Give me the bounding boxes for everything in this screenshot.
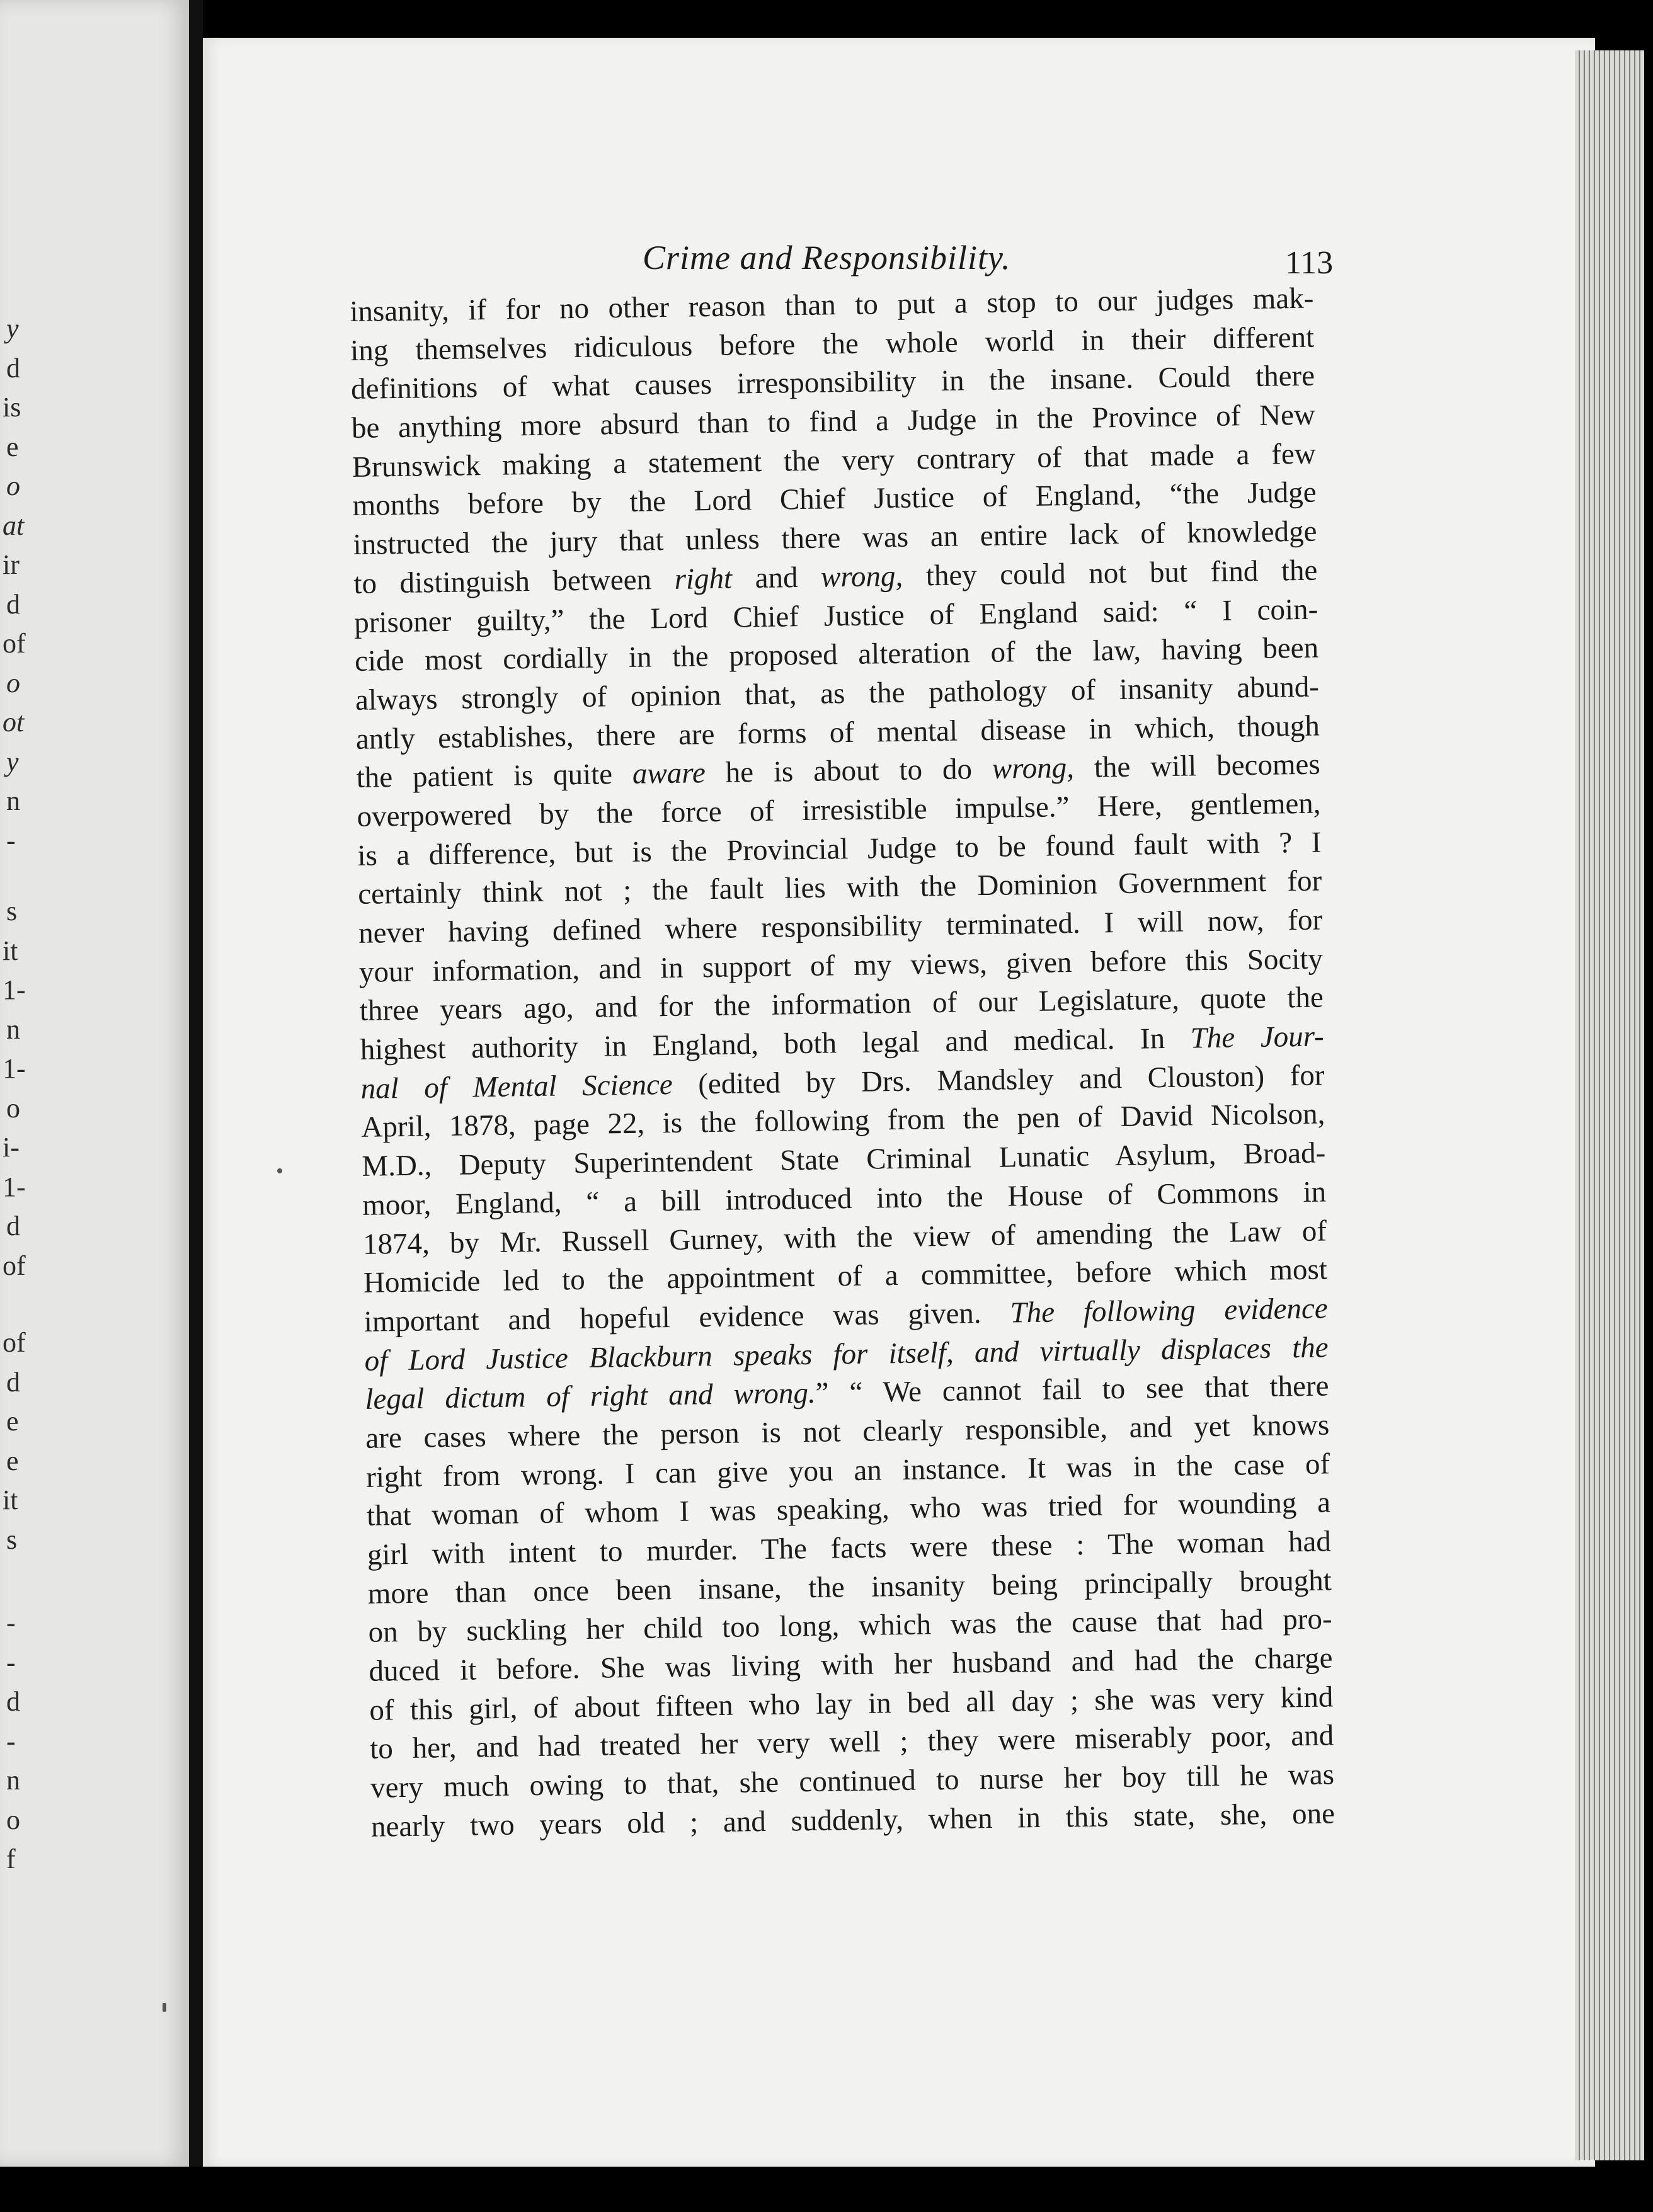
- text-segment: to distinguish between: [353, 562, 675, 600]
- facing-page-letter: o: [6, 667, 20, 698]
- scan-speck: [163, 2003, 166, 2012]
- text-segment: is a difference, but is the Provincial Judge to be found fault with ? I: [357, 826, 1322, 872]
- facing-page-letter: s: [6, 1524, 18, 1555]
- facing-page-letter: 1-: [3, 974, 26, 1005]
- text-segment: insanity, if for no other reason than to put a stop to our judges mak-: [350, 282, 1314, 328]
- facing-page-letter: o: [6, 470, 20, 501]
- scan-speck: [277, 1168, 282, 1173]
- facing-page-letter: it: [3, 935, 18, 966]
- text-segment: instructed the jury that unless there was an entire lack of knowledge: [353, 515, 1317, 562]
- text-segment: the patient is quite: [356, 758, 633, 795]
- text-segment: to her, and had treated her very well ; they were miserably poor, and: [369, 1719, 1334, 1766]
- text-segment: ” “ We cannot fail to see that there: [815, 1369, 1329, 1410]
- facing-page-letter: e: [6, 1445, 19, 1476]
- facing-page-letter: y: [6, 746, 19, 777]
- text-segment: moor, England, “ a bill introduced into the House of Commons in: [362, 1175, 1327, 1222]
- facing-page-letter: it: [3, 1485, 18, 1515]
- page-edges: [1575, 50, 1644, 2160]
- text-segment: be anything more absurd than to find a Judge in the Province of New: [351, 398, 1316, 445]
- text-segment: highest authority in England, both legal and medical. In: [360, 1022, 1191, 1066]
- text-segment: Brunswick making a statement the very contrary of that made a few: [352, 437, 1317, 484]
- text-segment: of this girl, of about fifteen who lay in bed all day ; she was very kind: [369, 1680, 1334, 1727]
- text-segment: M.D., Deputy Superintendent State Criminal Lunatic Asylum, Broad-: [362, 1136, 1326, 1183]
- text-segment: certainly think not ; the fault lies with the Dominion Government for: [357, 864, 1322, 911]
- facing-page-letter: s: [6, 896, 18, 926]
- text-segment: cide most cordially in the proposed alteration of the law, having been: [354, 631, 1319, 678]
- italic-text: legal dictum of right and wrong.: [365, 1377, 816, 1417]
- text-segment: overpowered by the force of irresistible impulse.” Here, gentlemen,: [357, 787, 1321, 833]
- facing-page-letter: o: [6, 1804, 20, 1835]
- facing-page-letter: e: [6, 431, 19, 462]
- facing-page-letter: i-: [3, 1132, 20, 1163]
- facing-page-letter: n: [6, 1765, 20, 1796]
- facing-page-letter: 1-: [3, 1171, 26, 1202]
- text-segment: Homicide led to the appointment of a committee, before which most: [363, 1253, 1328, 1300]
- text-segment: April, 1878, page 22, is the following from the pen of David Nicolson,: [361, 1097, 1325, 1144]
- italic-text: wrong,: [820, 559, 903, 594]
- italic-text: of Lord Justice Blackburn speaks for itself, and virtually displaces the: [364, 1331, 1329, 1377]
- text-segment: and: [731, 561, 821, 595]
- text-segment: (edited by Drs. Mandsley and Clouston) for: [672, 1059, 1325, 1101]
- text-segment: they could not but find the: [902, 554, 1318, 593]
- text-segment: important and hopeful evidence was given.: [363, 1296, 1010, 1338]
- text-segment: the will becomes: [1073, 748, 1320, 785]
- text-segment: your information, and in support of my views, given before this Socity: [358, 942, 1324, 989]
- facing-page-letter: -: [6, 1607, 16, 1638]
- italic-text: The following evidence: [1010, 1292, 1329, 1330]
- text-segment: duced it before. She was living with her husband and had the charge: [369, 1641, 1333, 1688]
- facing-page-letter: of: [3, 1327, 26, 1358]
- text-segment: girl with intent to murder. The facts were these : The woman had: [367, 1525, 1332, 1571]
- text-segment: prisoner guilty,” the Lord Chief Justice of England said: “ I coin-: [353, 593, 1318, 639]
- page-number: 113: [1285, 245, 1334, 281]
- text-segment: ing themselves ridiculous before the whole world in their different: [350, 321, 1315, 367]
- text-segment: he is about to do: [705, 753, 993, 790]
- facing-page-strip: [0, 0, 189, 2167]
- italic-text: The Jour-: [1190, 1020, 1324, 1055]
- text-segment: nearly two years old ; and suddenly, when in this state, she, one: [370, 1797, 1336, 1844]
- facing-page-letter: d: [6, 1686, 20, 1717]
- facing-page-letter: ot: [3, 707, 25, 738]
- facing-page-letter: of: [3, 628, 26, 659]
- facing-page-letter: d: [6, 352, 20, 384]
- facing-page-letter: d: [6, 588, 20, 620]
- facing-page-letter: 1-: [3, 1053, 26, 1084]
- text-segment: 1874, by Mr. Russell Gurney, with the view of amending the Law of: [362, 1214, 1327, 1261]
- facing-page-letter: d: [6, 1211, 20, 1241]
- facing-page-letter: d: [6, 1366, 20, 1398]
- running-head: Crime and Responsibility.: [643, 239, 1011, 276]
- facing-page-letter: y: [6, 313, 19, 344]
- facing-page-letter: e: [6, 1406, 19, 1437]
- text-segment: always strongly of opinion that, as the pathology of insanity abund-: [355, 670, 1320, 717]
- facing-page-letter: at: [3, 510, 25, 541]
- facing-page-letter: ir: [3, 549, 20, 580]
- text-segment: never having defined where responsibility terminated. I will now, for: [358, 903, 1323, 950]
- text-segment: on by suckling her child too long, which was the cause that had pro-: [368, 1602, 1332, 1650]
- facing-page-letter: -: [6, 1725, 16, 1757]
- facing-page-letter: o: [6, 1092, 20, 1124]
- facing-page-letter: of: [3, 1250, 26, 1281]
- text-segment: right from wrong. I can give you an instance. It was in the case of: [365, 1447, 1330, 1494]
- text-segment: antly establishes, there are forms of mental disease in which, though: [355, 709, 1320, 756]
- facing-page-letter: f: [6, 1844, 16, 1874]
- facing-page-letter: -: [6, 1646, 16, 1678]
- facing-page-letter: is: [3, 392, 21, 423]
- facing-page-letter: n: [6, 1013, 20, 1045]
- text-segment: months before by the Lord Chief Justice of England, “the Judge: [352, 476, 1317, 523]
- book-gutter: [189, 0, 203, 2167]
- text-segment: that woman of whom I was speaking, who was tried for wounding a: [366, 1486, 1331, 1533]
- text-segment: are cases where the person is not clearly responsible, and yet knows: [365, 1408, 1330, 1455]
- text-segment: definitions of what causes irresponsibility in the insane. Could there: [350, 360, 1315, 406]
- italic-text: wrong,: [992, 751, 1075, 786]
- italic-text: aware: [632, 756, 706, 791]
- text-segment: very much owing to that, she continued to nurse her boy till he was: [370, 1758, 1335, 1804]
- facing-page-letter: n: [6, 785, 20, 816]
- text-segment: more than once been insane, the insanity being principally brought: [367, 1564, 1332, 1611]
- scan-border: [0, 2167, 1653, 2212]
- italic-text: nal of Mental Science: [360, 1068, 673, 1105]
- facing-page-letter: -: [6, 824, 16, 856]
- body-text: [350, 280, 1335, 1847]
- italic-text: right: [674, 562, 733, 596]
- text-segment: three years ago, and for the information of our Legislature, quote the: [359, 981, 1324, 1028]
